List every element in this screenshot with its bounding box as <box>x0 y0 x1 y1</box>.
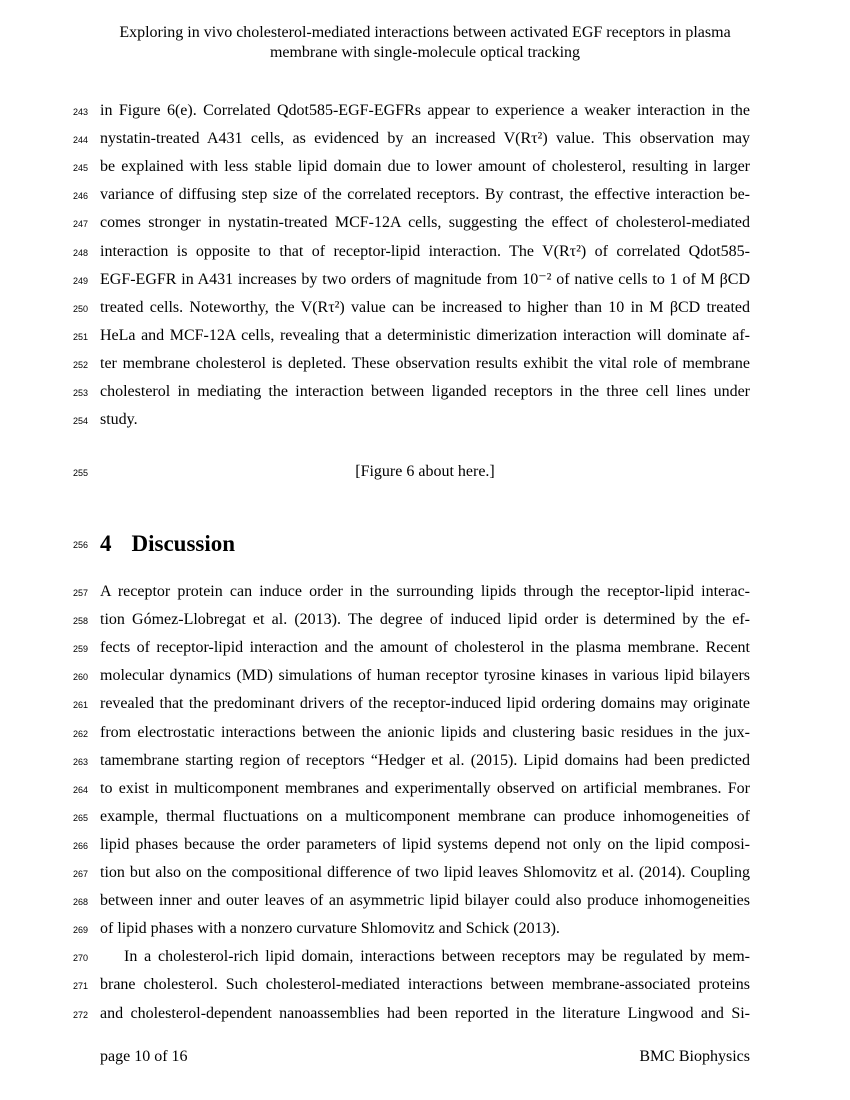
line-text: to exist in multicomponent membranes and experimentally observed on artificial membranes. For <box>100 779 750 797</box>
line-number: 259 <box>72 644 88 655</box>
running-header <box>60 23 790 63</box>
text-line <box>72 270 750 290</box>
line-number: 258 <box>72 616 88 627</box>
line-number: 245 <box>72 163 88 174</box>
line-number: 243 <box>72 107 88 117</box>
text-line <box>72 807 750 827</box>
text-line <box>72 326 750 346</box>
line-text: tion but also on the compositional difference of two lipid leaves Shlomovitz et al. (2014). Coupling <box>100 864 750 881</box>
line-number: 266 <box>72 840 88 851</box>
text-line <box>72 779 750 799</box>
line-text: nystatin-treated A431 cells, as evidenced by an increased V(Rτ²) value. This observation may <box>100 130 750 148</box>
text-line <box>72 863 750 883</box>
line-text: interaction is opposite to that of receptor-lipid interaction. The V(Rτ²) of correlated Qdot585- <box>100 242 750 260</box>
text-line <box>72 638 750 658</box>
line-number: 269 <box>72 925 88 936</box>
line-number: 260 <box>72 672 88 683</box>
line-number: 256 <box>72 540 88 550</box>
text-line <box>72 694 750 714</box>
line-number: 244 <box>72 135 88 146</box>
line-text: between inner and outer leaves of an asymmetric lipid bilayer could also produce inhomogeneities <box>100 892 750 910</box>
text-line <box>72 947 750 967</box>
text-line <box>72 242 750 262</box>
line-text: cholesterol in mediating the interaction between liganded receptors in the three cell lines under <box>100 383 750 400</box>
text-line <box>72 751 750 771</box>
journal-name: BMC Biophysics <box>639 1048 750 1065</box>
line-text: brane cholesterol. Such cholesterol-mediated interactions between membrane-associated proteins <box>100 976 750 994</box>
line-text: and cholesterol-dependent nanoassemblies had been reported in the literature Lingwood and Si- <box>100 1004 750 1022</box>
line-text: HeLa and MCF-12A cells, revealing that a deterministic dimerization interaction will dominate af- <box>100 326 750 344</box>
line-number: 267 <box>72 869 88 879</box>
line-number: 271 <box>72 981 88 992</box>
text-line <box>72 835 750 855</box>
line-number: 263 <box>72 756 88 767</box>
section-number: 4 <box>100 531 112 556</box>
line-number: 272 <box>72 1009 88 1020</box>
text-line <box>72 723 750 743</box>
text-line <box>72 354 750 374</box>
figure-placeholder-text: [Figure 6 about here.] <box>355 463 495 480</box>
line-number: 264 <box>72 784 88 795</box>
line-text: be explained with less stable lipid domain due to lower amount of cholesterol, resulting in larger <box>100 158 750 176</box>
line-text: tion Gómez-Llobregat et al. (2013). The degree of induced lipid order is determined by the ef- <box>100 611 750 629</box>
text-line <box>72 382 750 402</box>
line-number: 251 <box>72 331 88 342</box>
figure-placeholder <box>72 462 750 482</box>
text-line <box>72 157 750 177</box>
text-line <box>72 410 750 430</box>
text-line <box>72 582 750 602</box>
line-number: 255 <box>72 468 88 478</box>
line-text: study. <box>100 411 138 429</box>
line-text: revealed that the predominant drivers of the receptor-induced lipid ordering domains may originate <box>100 695 750 713</box>
text-line <box>72 298 750 318</box>
line-text: of lipid phases with a nonzero curvature Shlomovitz and Schick (2013). <box>100 920 560 938</box>
line-number: 252 <box>72 359 88 370</box>
line-number: 262 <box>72 728 88 739</box>
line-text: fects of receptor-lipid interaction and the amount of cholesterol in the plasma membrane. Recent <box>100 639 750 657</box>
text-line <box>72 610 750 630</box>
line-text: lipid phases because the order parameters of lipid systems depend not only on the lipid composi- <box>100 835 750 853</box>
line-number: 250 <box>72 303 88 314</box>
header-title-line-1: Exploring in vivo cholesterol-mediated interactions between activated EGF receptors in plasma <box>119 24 731 41</box>
line-text: tamembrane starting region of receptors “Hedger et al. (2015). Lipid domains had been predicted <box>100 751 750 769</box>
text-line <box>72 101 750 121</box>
line-text: A receptor protein can induce order in the surrounding lipids through the receptor-lipid interac- <box>100 583 750 600</box>
line-number: 247 <box>72 219 88 230</box>
text-line <box>72 891 750 911</box>
text-line <box>72 975 750 995</box>
line-number: 249 <box>72 275 88 286</box>
section-heading <box>72 530 236 558</box>
line-number: 257 <box>72 588 88 598</box>
line-text: in Figure 6(e). Correlated Qdot585-EGF-EGFRs appear to experience a weaker interaction in the <box>100 102 750 119</box>
line-number: 246 <box>72 191 88 202</box>
line-text: example, thermal fluctuations on a multicomponent membrane can produce inhomogeneities of <box>100 807 750 825</box>
header-title-line-2: membrane with single-molecule optical tracking <box>269 44 581 61</box>
text-line <box>72 185 750 205</box>
line-text: treated cells. Noteworthy, the V(Rτ²) value can be increased to higher than 10 in M βCD treated <box>100 298 750 316</box>
line-number: 265 <box>72 812 88 823</box>
line-text: molecular dynamics (MD) simulations of human receptor tyrosine kinases in various lipid bilayers <box>100 667 750 685</box>
text-line <box>72 919 750 939</box>
text-line <box>72 1004 750 1024</box>
line-text: variance of diffusing step size of the correlated receptors. By contrast, the effective interaction be- <box>100 186 750 204</box>
line-number: 268 <box>72 897 88 908</box>
line-number: 270 <box>72 953 88 964</box>
line-text: In a cholesterol-rich lipid domain, interactions between receptors may be regulated by mem- <box>124 948 750 966</box>
line-text: comes stronger in nystatin-treated MCF-12A cells, suggesting the effect of cholesterol-mediated <box>100 214 750 232</box>
text-line <box>72 129 750 149</box>
page-number: page 10 of 16 <box>100 1048 188 1065</box>
text-line <box>72 213 750 233</box>
line-number: 248 <box>72 247 88 258</box>
line-text: from electrostatic interactions between the anionic lipids and clustering basic residues in the jux- <box>100 723 750 741</box>
line-number: 254 <box>72 416 88 427</box>
line-number: 253 <box>72 388 88 398</box>
line-number: 261 <box>72 700 88 711</box>
text-line <box>72 666 750 686</box>
line-text: EGF-EGFR in A431 increases by two orders of magnitude from 10⁻² of native cells to 1 of M βCD <box>100 270 750 288</box>
line-text: ter membrane cholesterol is depleted. These observation results exhibit the vital role of membrane <box>100 354 750 372</box>
section-title: Discussion <box>131 531 236 556</box>
